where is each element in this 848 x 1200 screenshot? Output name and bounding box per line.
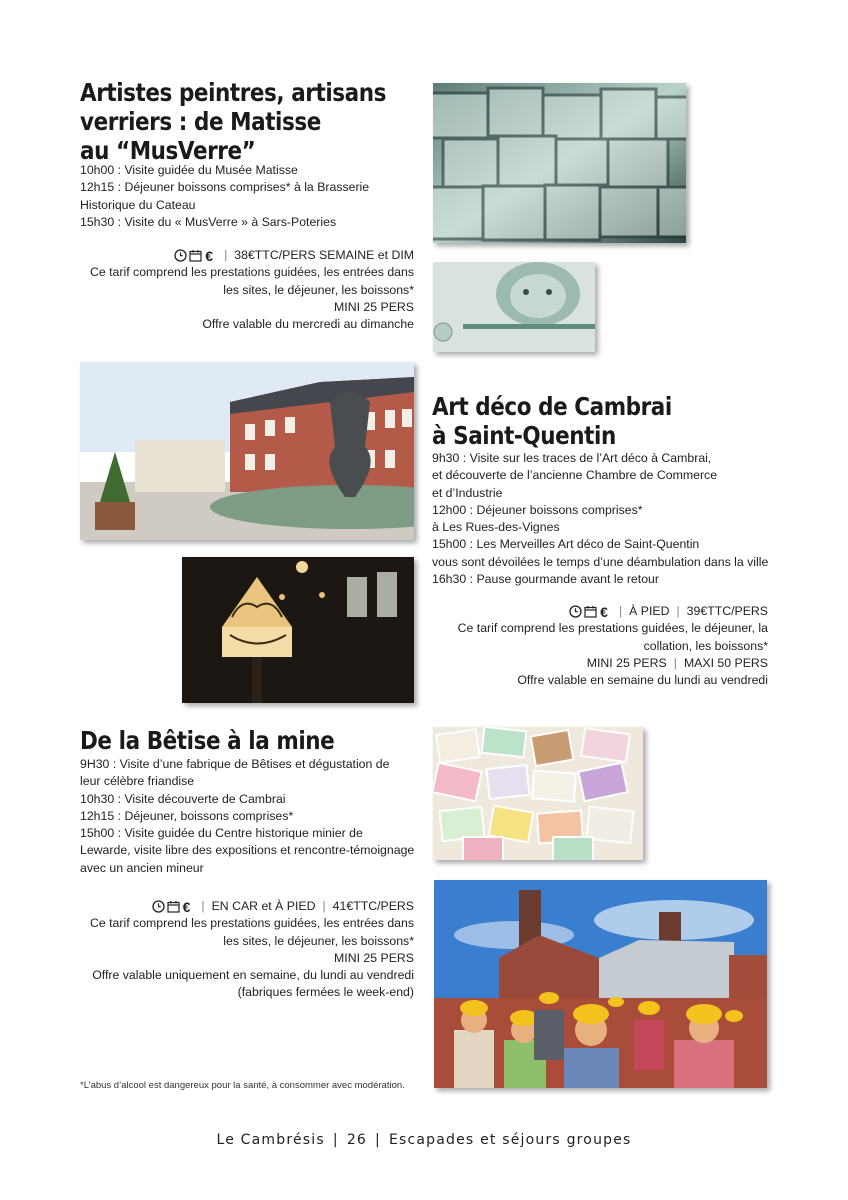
section2-price-icons	[569, 605, 608, 619]
glass-sculpture-photo	[433, 83, 686, 243]
separator: |	[676, 604, 680, 618]
alcohol-footnote: *L’abus d’alcool est dangereux pour la santé, à consommer avec modération.	[80, 1080, 405, 1091]
clock-icon	[569, 605, 582, 618]
section3-price: 41€TTC/PERS	[332, 899, 414, 913]
section3-schedule: 9H30 : Visite d’une fabrique de Bêtises et dégustation de leur célèbre friandise 10h30 : Visite découverte de Cambrai 12h15 : Déjeuner, boissons comprises* 15h00 : Visite guidée du Centre historique minier de Lewarde, visite libre des expositions et rencontre-témoignage avec un ancien mineur	[80, 757, 415, 875]
separator: |	[375, 1132, 381, 1148]
section3-mode: EN CAR et À PIED	[211, 899, 316, 913]
cambrai-fountain-photo	[80, 362, 414, 540]
calendar-icon	[189, 249, 202, 262]
section3-price-row	[90, 898, 414, 915]
section3-title: De la Bêtise à la mine	[80, 726, 335, 755]
separator: |	[618, 604, 623, 618]
calendar-icon	[584, 605, 597, 618]
section1-pricing: € | 38€TTC/PERS SEMAINE et DIM Ce tarif comprend les prestations guidées, les entrées dans les sites, le déjeuner, les boissons* MINI 25 PERS Offre valable du mercredi au dimanche	[90, 247, 414, 332]
separator: |	[673, 655, 677, 670]
section2-capacity: MINI 25 PERS | MAXI 50 PERS	[458, 655, 768, 672]
euro-icon: €	[182, 898, 191, 915]
separator: |	[201, 899, 205, 913]
clock-icon	[152, 900, 165, 913]
euro-icon: €	[600, 603, 608, 620]
section1-price: 38€TTC/PERS SEMAINE et DIM	[234, 248, 414, 262]
section1-price-icons	[174, 249, 213, 263]
calendar-icon	[167, 900, 180, 913]
section2-schedule: 9h30 : Visite sur les traces de l’Art déco à Cambrai, et découverte de l’ancienne Chambre de Commerce et d’Industrie 12h00 : Déjeuner boissons comprises* à Les Rues-des-Vignes 15h00 : Les Merveilles Art déco de Saint-Quentin vous sont dévoilées le temps d’une déambulation dans la ville 16h30 : Pause gourmande avant le retour	[432, 451, 769, 587]
separator: |	[332, 1132, 339, 1148]
footer-publication: Escapades et séjours groupes	[388, 1132, 632, 1148]
section3-price-icons	[152, 900, 191, 914]
section2-title: Art déco de Cambrai à Saint-Quentin	[432, 392, 672, 450]
page-footer	[0, 1132, 848, 1148]
section1-schedule: 10h00 : Visite guidée du Musée Matisse 12h15 : Déjeuner boissons comprises* à la Brasserie Historique du Cateau 15h30 : Visite du « MusVerre » à Sars-Poteries	[80, 163, 370, 229]
glass-art-photo	[433, 262, 595, 352]
section1-title: Artistes peintres, artisans verriers : de Matisse au “MusVerre”	[80, 78, 386, 165]
page-number: 26	[346, 1132, 368, 1148]
section2-price: 39€TTC/PERS	[686, 604, 768, 618]
euro-icon: €	[205, 247, 214, 264]
separator: |	[224, 248, 228, 262]
betises-candy-photo	[433, 727, 643, 860]
section2-pricing: € | À PIED | 39€TTC/PERS Ce tarif comprend les prestations guidées, le déjeuner, la collation, les boissons* MINI 25 PERS | MAXI 50 PERS Offre valable en semaine du lundi au vendredi	[457, 603, 768, 688]
section2-price-row	[458, 603, 768, 620]
art-deco-lamp-photo	[182, 557, 414, 703]
separator: |	[322, 899, 326, 913]
section1-price-row	[90, 247, 414, 264]
section2-mode: À PIED	[629, 604, 670, 618]
footer-region: Le Cambrésis	[216, 1132, 325, 1148]
section3-pricing: € | EN CAR et À PIED | 41€TTC/PERS Ce tarif comprend les prestations guidées, les entrées dans les sites, le déjeuner, les boissons* MINI 25 PERS Offre valable uniquement en semaine, du lundi au vendredi (fabriques fermées le week-end)	[90, 898, 414, 1000]
lewarde-mine-photo	[434, 880, 767, 1088]
clock-icon	[174, 249, 187, 262]
